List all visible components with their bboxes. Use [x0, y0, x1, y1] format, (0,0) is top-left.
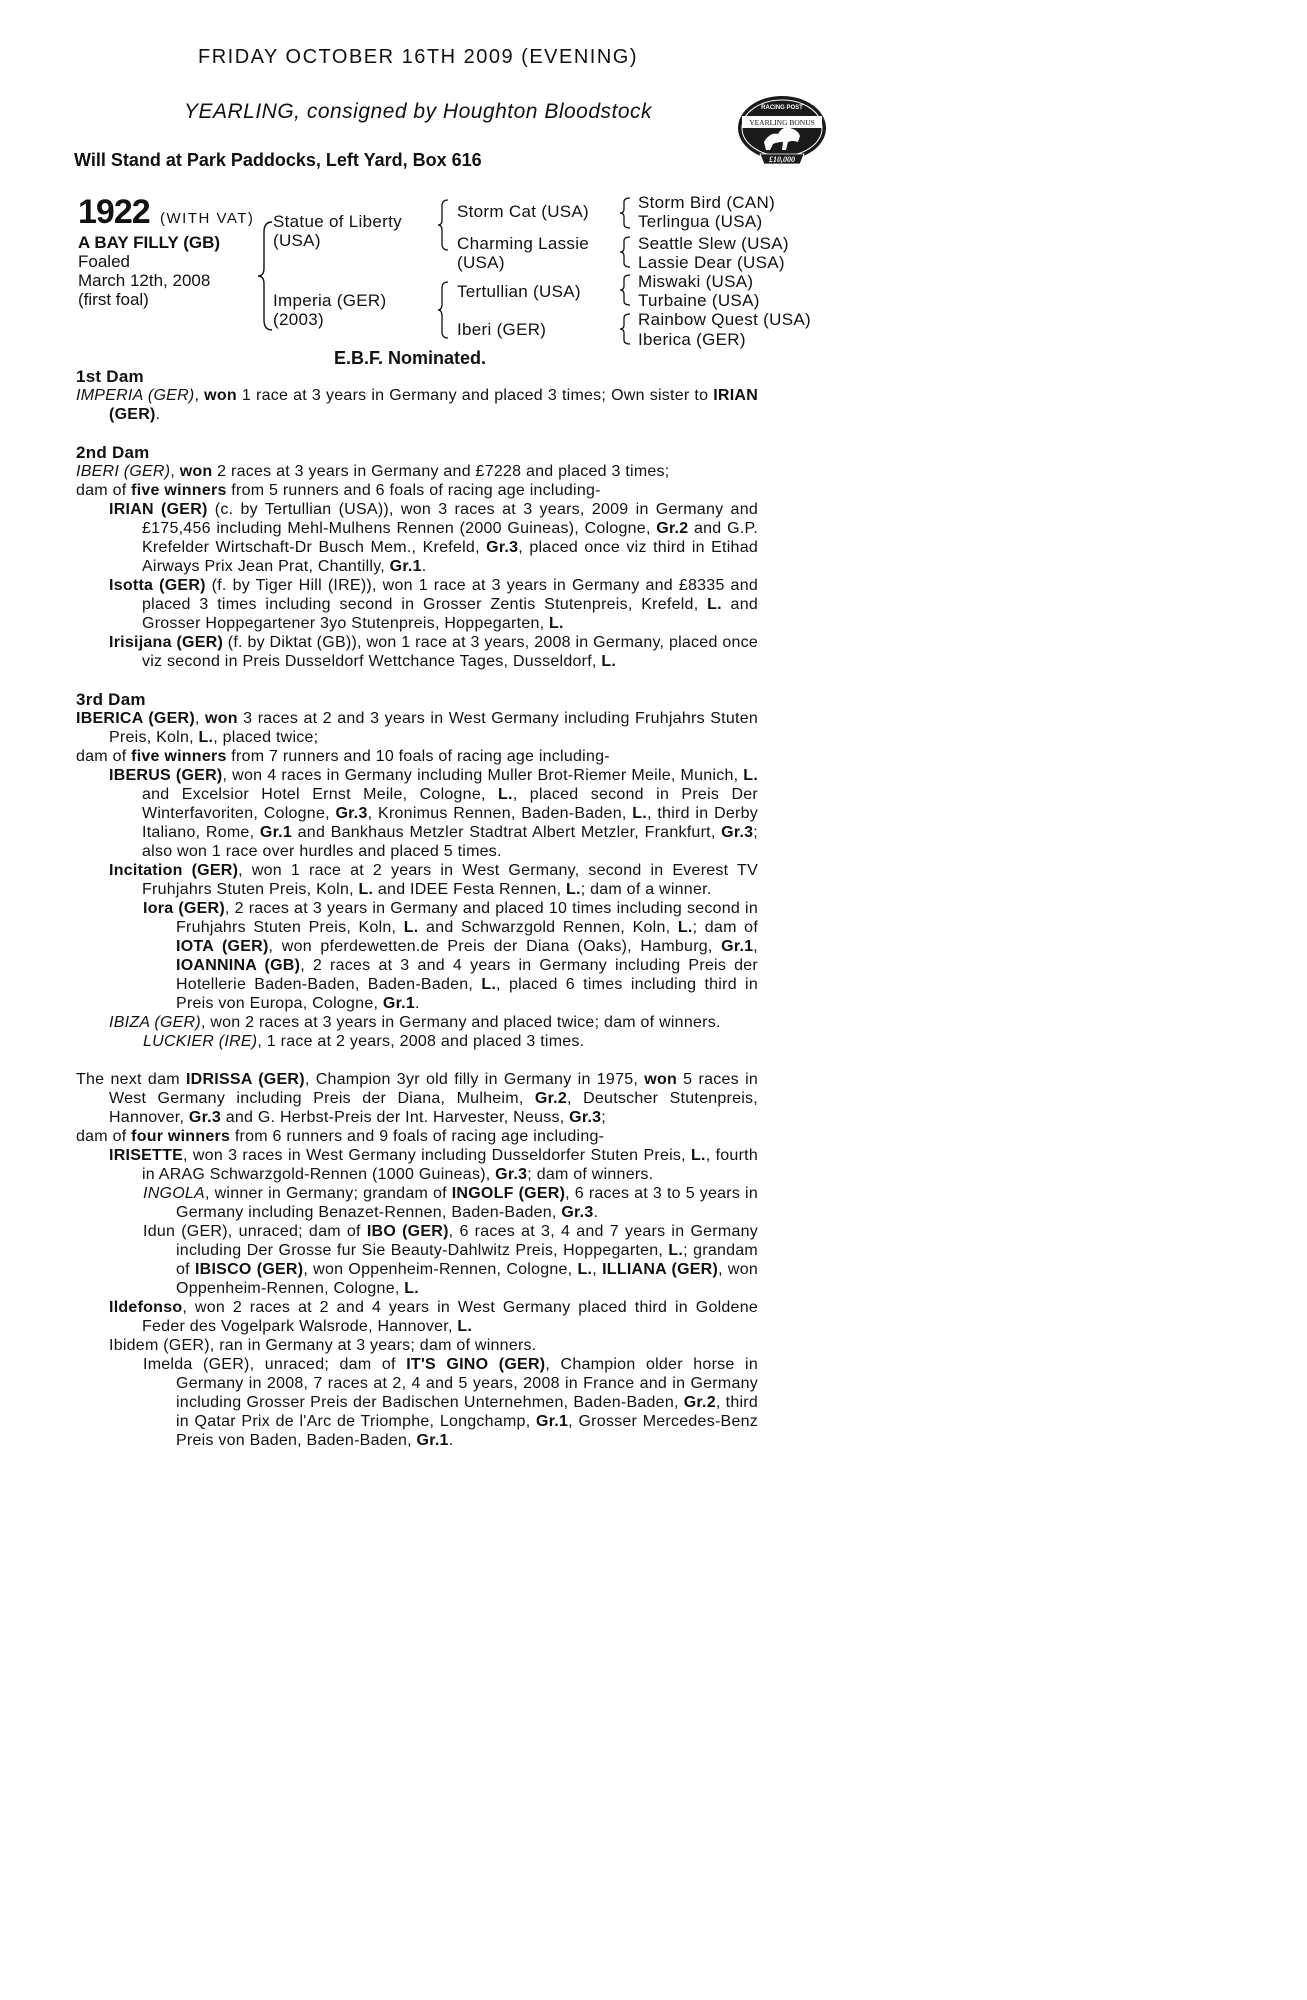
- pedigree-ssd: Terlingua (USA): [638, 212, 763, 231]
- pedigree-brace-3b: [618, 235, 632, 269]
- pedigree-dam-year: (2003): [273, 310, 324, 329]
- ebf-nominated: E.B.F. Nominated.: [334, 348, 487, 368]
- third-dam-entry: IBERICA (GER), won 3 races at 2 and 3 years in West Germany including Fruhjahrs Stuten Preis, Koln, L., placed twice;: [76, 710, 759, 746]
- foal-note: (first foal): [78, 290, 149, 309]
- pedigree-brace-gen1: [256, 220, 274, 332]
- produce-ibidem: Ibidem (GER), ran in Germany at 3 years; dam of winners.: [109, 1337, 537, 1354]
- horse-name: A BAY FILLY (GB): [78, 233, 221, 252]
- next-dam-entry: The next dam IDRISSA (GER), Champion 3yr old filly in Germany in 1975, won 5 races in West Germany including Preis der Diana, Mulheim, Gr.2, Deutscher Stutenpreis, Hannover, Gr.3 and G. Herbst-Preis der Int. Harvester, Neuss, Gr.3;: [76, 1071, 759, 1126]
- vat-note: (WITH VAT): [160, 210, 255, 227]
- produce-ingola: INGOLA, winner in Germany; grandam of INGOLF (GER), 6 races at 3 to 5 years in Germany including Benazet-Rennen, Baden-Baden, Gr.3.: [143, 1185, 758, 1221]
- second-dam-entry: IBERI (GER), won 2 races at 3 years in Germany and £7228 and placed 3 times;: [76, 463, 670, 480]
- foaled-date: March 12th, 2008: [78, 271, 211, 290]
- produce-incitation: Incitation (GER), won 1 race at 2 years in West Germany, second in Everest TV Fruhjahrs Stuten Preis, Koln, L. and IDEE Festa Rennen, L.; dam of a winner.: [109, 862, 758, 898]
- produce-isotta: Isotta (GER) (f. by Tiger Hill (IRE)), won 1 race at 3 years in Germany and £8335 and placed 3 times including second in Grosser Zentis Stutenpreis, Krefeld, L. and Grosser Hoppegartener 3yo Stutenpreis, Hoppegarten, L.: [109, 577, 759, 632]
- catalogue-body: [76, 367, 758, 1450]
- pedigree-sd-country: (USA): [457, 253, 505, 272]
- lot-number: 1922: [78, 193, 150, 231]
- pedigree-dam: Imperia (GER): [273, 291, 387, 310]
- third-dam-heading: 3rd Dam: [76, 690, 146, 709]
- pedigree-dds: Rainbow Quest (USA): [638, 310, 811, 329]
- yearling-bonus-badge: [734, 92, 830, 173]
- pedigree-dss: Miswaki (USA): [638, 272, 754, 291]
- produce-ildefonso: Ildefonso, won 2 races at 2 and 4 years in West Germany placed third in Goldene Feder des Vogelpark Walsrode, Hannover, L.: [109, 1299, 758, 1335]
- produce-imelda: Imelda (GER), unraced; dam of IT'S GINO (GER), Champion older horse in Germany in 2008, 7 races at 2, 4 and 5 years, 2008 in France and in Germany including Grosser Preis der Badischen Unternehmen, Baden-Baden, Gr.2, third in Qatar Prix de l'Arc de Triomphe, Longchamp, Gr.1, Grosser Mercedes-Benz Preis von Baden, Baden-Baden, Gr.1.: [143, 1356, 759, 1449]
- second-dam-heading: 2nd Dam: [76, 443, 150, 462]
- pedigree-dd: Iberi (GER): [457, 320, 547, 339]
- pedigree-sire-country: (USA): [273, 231, 321, 250]
- next-dam-produce-summary: dam of four winners from 6 runners and 9 foals of racing age including-: [76, 1128, 605, 1145]
- badge-middle-text: YEARLING BONUS: [749, 118, 815, 127]
- pedigree-brace-3a: [618, 196, 632, 230]
- pedigree-brace-sire: [436, 198, 450, 252]
- produce-idun: Idun (GER), unraced; dam of IBO (GER), 6 races at 3, 4 and 7 years in Germany including Der Grosse fur Sie Beauty-Dahlwitz Preis, Hoppegarten, L.; grandam of IBISCO (GER), won Oppenheim-Rennen, Cologne, L., ILLIANA (GER), won Oppenheim-Rennen, Cologne, L.: [143, 1223, 759, 1297]
- sale-date: FRIDAY OCTOBER 16TH 2009 (EVENING): [198, 46, 638, 68]
- produce-iberus: IBERUS (GER), won 4 races in Germany including Muller Brot-Riemer Meile, Munich, L. and Excelsior Hotel Ernst Meile, Cologne, L., placed second in Preis Der Winterfavoriten, Cologne, Gr.3, Kronimus Rennen, Baden-Baden, L., third in Derby Italiano, Rome, Gr.1 and Bankhaus Metzler Stadtrat Albert Metzler, Frankfurt, Gr.3; also won 1 race over hurdles and placed 5 times.: [109, 767, 759, 860]
- first-dam-heading: 1st Dam: [76, 367, 144, 386]
- produce-luckier: LUCKIER (IRE), 1 race at 2 years, 2008 and placed 3 times.: [143, 1033, 585, 1050]
- pedigree-brace-3c: [618, 273, 632, 307]
- produce-iora: Iora (GER), 2 races at 3 years in Germany and placed 10 times including second in Fruhjahrs Stuten Preis, Koln, L. and Schwarzgold Rennen, Koln, L.; dam of IOTA (GER), won pferdewetten.de Preis der Diana (Oaks), Hamburg, Gr.1, IOANNINA (GB), 2 races at 3 and 4 years in Germany including Preis der Hotellerie Baden-Baden, Baden-Baden, L., placed 6 times including third in Preis von Europa, Cologne, Gr.1.: [143, 900, 759, 1012]
- pedigree-sire: Statue of Liberty: [273, 212, 402, 231]
- third-dam-produce-summary: dam of five winners from 7 runners and 10 foals of racing age including-: [76, 748, 610, 765]
- pedigree-brace-3d: [618, 312, 632, 346]
- badge-top-text: RACING POST: [761, 105, 803, 111]
- pedigree-sdd: Lassie Dear (USA): [638, 253, 785, 272]
- racing-post-bonus-logo-icon: [734, 92, 830, 168]
- pedigree-sss: Storm Bird (CAN): [638, 193, 776, 212]
- pedigree-sds: Seattle Slew (USA): [638, 234, 789, 253]
- stand-location: Will Stand at Park Paddocks, Left Yard, Box 616: [74, 150, 482, 170]
- produce-irisijana: Irisijana (GER) (f. by Diktat (GB)), won 1 race at 3 years, 2008 in Germany, placed once viz second in Preis Dusseldorf Wettchance Tages, Dusseldorf, L.: [109, 634, 759, 670]
- produce-irian: IRIAN (GER) (c. by Tertullian (USA)), won 3 races at 3 years, 2009 in Germany and £175,456 including Mehl-Mulhens Rennen (2000 Guineas), Cologne, Gr.2 and G.P. Krefelder Wirtschaft-Dr Busch Mem., Krefeld, Gr.3, placed once viz third in Etihad Airways Prix Jean Prat, Chantilly, Gr.1.: [109, 501, 759, 575]
- produce-irisette: IRISETTE, won 3 races in West Germany including Dusseldorfer Stuten Preis, L., fourth in ARAG Schwarzgold-Rennen (1000 Guineas), Gr.3; dam of winners.: [109, 1147, 759, 1183]
- second-dam-produce-summary: dam of five winners from 5 runners and 6 foals of racing age including-: [76, 482, 601, 499]
- pedigree-ds: Tertullian (USA): [457, 282, 581, 301]
- produce-ibiza: IBIZA (GER), won 2 races at 3 years in Germany and placed twice; dam of winners.: [109, 1014, 721, 1031]
- pedigree-dsd: Turbaine (USA): [638, 291, 760, 310]
- pedigree-brace-dam: [436, 280, 450, 340]
- badge-bottom-text: £10,000: [769, 155, 795, 164]
- foaled-label: Foaled: [78, 252, 130, 271]
- first-dam-entry: IMPERIA (GER), won 1 race at 3 years in Germany and placed 3 times; Own sister to IRIAN (GER).: [76, 387, 759, 423]
- pedigree-ddd: Iberica (GER): [638, 330, 746, 349]
- pedigree-sd: Charming Lassie: [457, 234, 590, 253]
- pedigree-ss: Storm Cat (USA): [457, 202, 590, 221]
- consignment-line: YEARLING, consigned by Houghton Bloodstock: [183, 100, 653, 123]
